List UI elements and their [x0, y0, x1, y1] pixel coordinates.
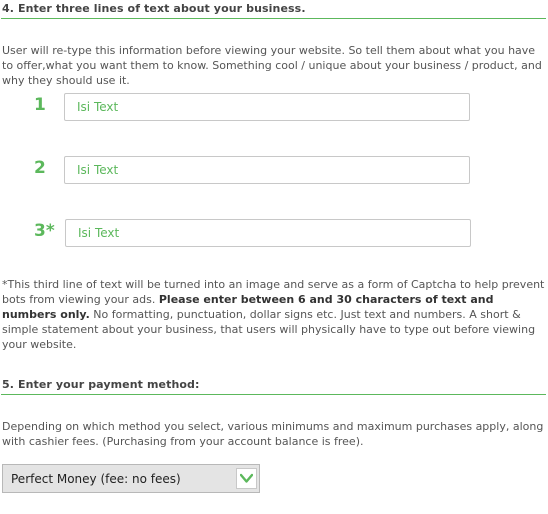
- line-3-input[interactable]: [65, 219, 471, 247]
- line-2-input[interactable]: [64, 156, 470, 184]
- chevron-down-icon: [240, 473, 253, 484]
- line-1-label: 1: [34, 95, 46, 115]
- captcha-note: [2, 277, 547, 352]
- line-3-label: 3*: [34, 221, 55, 241]
- section-4-divider: [1, 18, 546, 19]
- payment-method-selected: Perfect Money (fee: no fees): [11, 472, 181, 486]
- section-5-title: 5. Enter your payment method:: [2, 378, 200, 391]
- captcha-note-details: No formatting, punctuation, dollar signs etc. Just text and numbers. A short & simple statement about your business, that users will physically have to type out before viewing your website.: [2, 308, 536, 351]
- captcha-note-text: *This third line of text will be turned into an image and serve as a form of Captcha to help prevent bots from viewing your ads.: [2, 278, 545, 306]
- section-5-description: Depending on which method you select, various minimums and maximum purchases apply, along with cashier fees. (Purchasing from your account balance is free).: [2, 420, 544, 448]
- section-5-divider: [1, 394, 546, 395]
- section-4-description: User will re-type this information before viewing your website. So tell them about what you have to offer,what you want them to know. Something cool / unique about your business / product, and why they should use it.: [2, 44, 542, 87]
- payment-method-select[interactable]: [2, 464, 260, 493]
- section-4-title: 4. Enter three lines of text about your business.: [2, 2, 306, 15]
- line-2-label: 2: [34, 158, 46, 178]
- dropdown-toggle[interactable]: [236, 468, 257, 489]
- line-1-input[interactable]: [64, 93, 470, 121]
- captcha-note-requirement: Please enter between 6 and 30 characters of text and numbers only.: [2, 293, 494, 321]
